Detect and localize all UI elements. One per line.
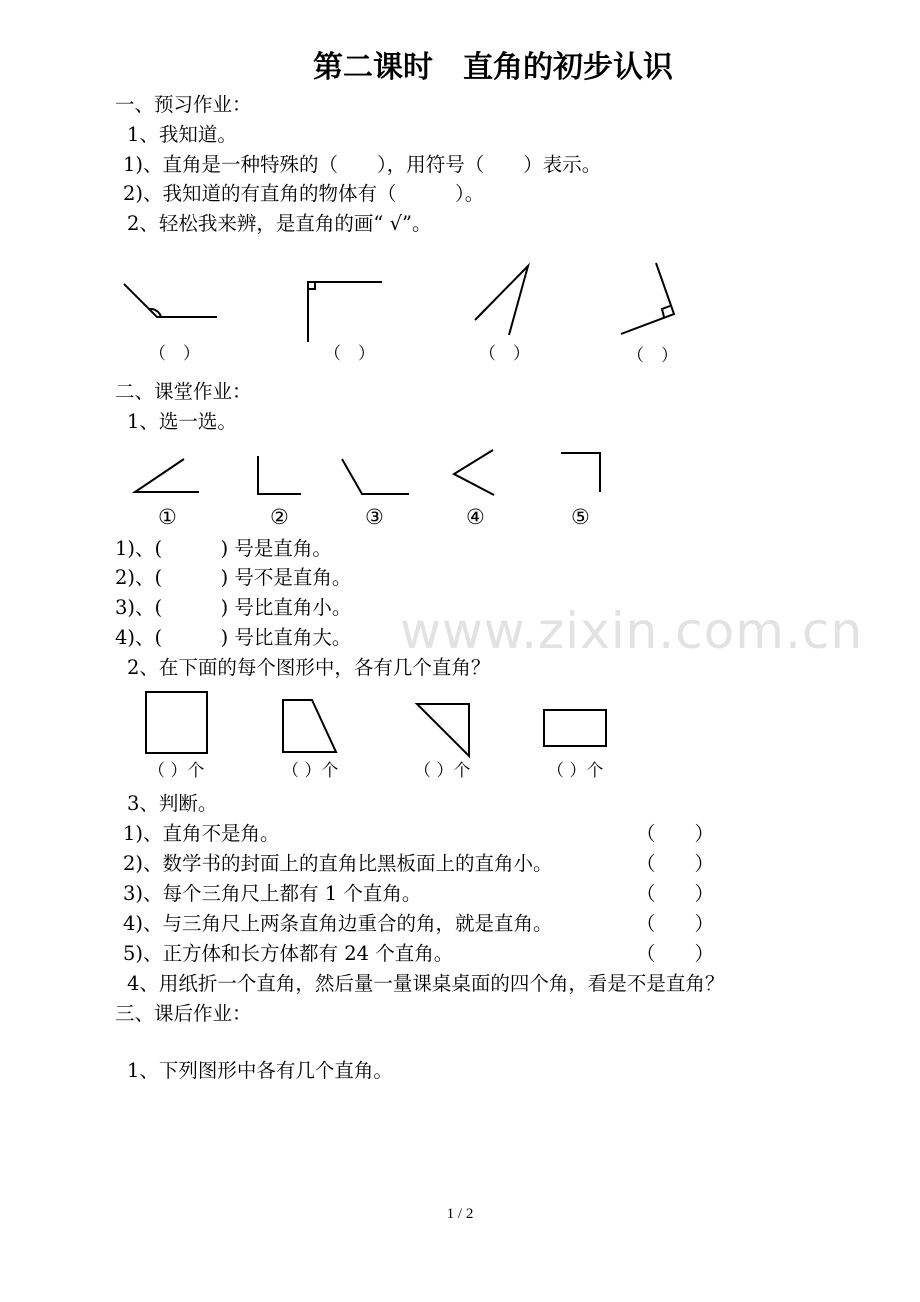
judge-statement-5: 5)、正方体和长方体都有 24 个直角。 (123, 942, 454, 965)
choice-sub-4: 4)、( ) 号比直角大。 (115, 626, 352, 649)
angle-answer-4[interactable]: （ ） (627, 346, 678, 366)
choice-number-5: ⑤ (571, 505, 590, 529)
judge-statement-1: 1)、直角不是角。 (123, 822, 280, 845)
section-2-heading: 二、课堂作业： (115, 380, 252, 403)
question-2-2: 2、在下面的每个图形中，各有几个直角？ (127, 656, 491, 679)
judge-box-3[interactable]: （ ） (636, 882, 715, 905)
judge-statement-3: 3)、每个三角尺上都有 1 个直角。 (123, 882, 422, 905)
angle-answer-3[interactable]: （ ） (479, 344, 530, 364)
choice-sub-2: 2)、( ) 号不是直角。 (115, 566, 352, 589)
angle-answer-1[interactable]: （ ） (149, 344, 200, 364)
question-2-4: 4、用纸折一个直角，然后量一量课桌桌面的四个角，看是不是直角？ (127, 972, 725, 995)
question-1-1-sub-1: 1)、直角是一种特殊的（ ），用符号（ ）表示。 (123, 153, 602, 176)
question-2-3: 3、判断。 (127, 792, 218, 815)
page-title: 第二课时 直角的初步认识 (313, 50, 673, 85)
judge-statement-4: 4)、与三角尺上两条直角边重合的角，就是直角。 (123, 912, 553, 935)
choice-number-1: ① (158, 505, 177, 529)
shape-answer-3[interactable]: （ ）个 (414, 761, 471, 781)
judge-statement-2: 2)、数学书的封面上的直角比黑板面上的直角小。 (123, 852, 553, 875)
choice-sub-1: 1)、( ) 号是直角。 (115, 537, 332, 560)
choice-sub-3: 3)、( ) 号比直角小。 (115, 596, 352, 619)
judge-box-2[interactable]: （ ） (636, 852, 715, 875)
question-3-1: 1、下列图形中各有几个直角。 (127, 1059, 393, 1082)
judge-box-1[interactable]: （ ） (636, 822, 715, 845)
choice-number-3: ③ (365, 505, 384, 529)
judge-box-4[interactable]: （ ） (636, 912, 715, 935)
question-1-1-sub-2: 2)、我知道的有直角的物体有（ ）。 (123, 182, 485, 205)
question-2-1: 1、选一选。 (127, 410, 237, 433)
question-1-1: 1、我知道。 (127, 123, 237, 146)
choice-number-2: ② (270, 505, 289, 529)
section-3-heading: 三、课后作业： (115, 1002, 252, 1025)
section-1-heading: 一、预习作业： (115, 93, 252, 116)
square-shape (146, 692, 207, 753)
question-1-2: 2、轻松我来辨，是直角的画“ √”。 (127, 212, 432, 235)
triangle-shape (417, 704, 469, 756)
page-number: 1 / 2 (446, 1206, 474, 1222)
rectangle-shape (544, 710, 606, 746)
judge-box-5[interactable]: （ ） (636, 942, 715, 965)
shape-answer-1[interactable]: （ ）个 (148, 761, 205, 781)
angle-answer-2[interactable]: （ ） (324, 344, 375, 364)
choice-number-4: ④ (466, 505, 485, 529)
watermark-text: www.zixin.com.cn (400, 602, 864, 660)
trapezoid-shape (283, 700, 336, 752)
shape-answer-2[interactable]: （ ）个 (282, 761, 339, 781)
shape-answer-4[interactable]: （ ）个 (547, 761, 604, 781)
